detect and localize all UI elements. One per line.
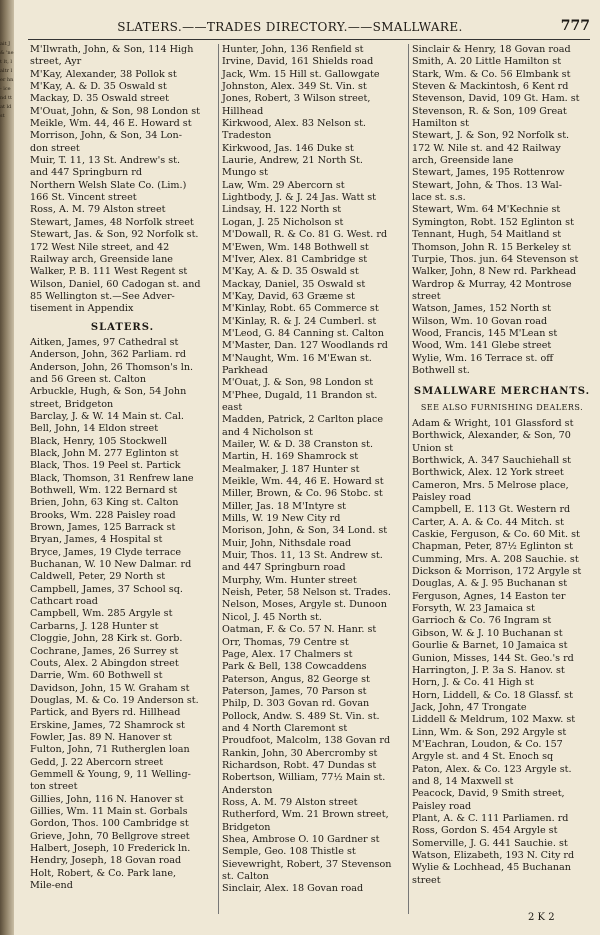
directory-entry: Grieve, John, 70 Bellgrove street [30, 830, 190, 842]
directory-entry: Stewart, Jas. & Son, 92 Norfolk st. [30, 229, 199, 241]
directory-entry: Bridgeton [222, 821, 271, 833]
directory-entry: Murphy, Wm. Hunter street [222, 574, 357, 586]
directory-entry: M'Master, Dan. 127 Woodlands rd [222, 340, 388, 352]
directory-entry: Somerville, J. G. 441 Sauchie. st [412, 837, 568, 849]
column-divider [218, 44, 219, 914]
directory-entry: Philp, D. 303 Govan rd. Govan [222, 698, 370, 710]
directory-entry: Campbell, James, 37 School sq. [30, 583, 183, 595]
directory-entry: Mealmaker, J. 187 Hunter st [222, 463, 360, 475]
directory-entry: Caldwell, Peter, 29 North st [30, 571, 166, 583]
directory-entry: Walker, John, 8 New rd. Parkhead [412, 266, 577, 278]
directory-entry: M'Iver, Alex. 81 Cambridge st [222, 253, 368, 265]
directory-entry: Brooks, Wm. 228 Paisley road [30, 509, 176, 521]
directory-entry: Couts, Alex. 2 Abingdon street [30, 657, 179, 669]
directory-entry: Logan, J. 25 Nicholson st [222, 216, 344, 228]
directory-entry: Cathcart road [30, 596, 98, 608]
directory-entry: east [222, 401, 243, 413]
directory-entry: Rutherford, Wm. 21 Brown street, [222, 809, 389, 821]
section-note: SEE ALSO FURNISHING DEALERS. [420, 402, 584, 412]
directory-entry: Gordon, Thos. 100 Cambridge st [30, 818, 189, 830]
directory-entry: Steven & Mackintosh, 6 Kent rd [412, 81, 569, 93]
directory-entry: Carbarns, J. 128 Hunter st [30, 620, 159, 632]
directory-entry: Walker, P. B. 111 West Regent st [30, 266, 188, 278]
directory-entry: Laurie, Andrew, 21 North St. [222, 155, 363, 167]
directory-entry: Jones, Robert, 3 Wilson street, [222, 93, 371, 105]
column-divider [408, 44, 409, 914]
directory-entry: Liddell & Meldrum, 102 Maxw. st [412, 714, 576, 726]
gutter-text: ait J & 'net lt, laltr ler hn- ice nd tt at ld st [0, 41, 14, 119]
directory-entry: Paterson, James, 70 Parson st [222, 685, 367, 697]
directory-entry: 172 W. Nile st. and 42 Railway [412, 142, 561, 154]
directory-entry: Stewart, John, & Thos. 13 Wal- [412, 179, 562, 191]
directory-entry: Halbert, Joseph, 10 Frederick ln. [30, 843, 191, 854]
directory-entry: 172 West Nile street, and 42 [30, 241, 170, 253]
directory-entry: Brown, James, 125 Barrack st [30, 522, 176, 534]
directory-entry: Hendry, Joseph, 18 Govan road [30, 855, 182, 867]
section-heading-slaters: SLATERS. [90, 321, 155, 333]
directory-entry: Borthwick, A. 347 Sauchiehall st [412, 455, 572, 466]
directory-entry: arch, Greenside lane [412, 155, 514, 167]
directory-entry: Orr, Thomas, 79 Centre st [222, 636, 349, 648]
directory-entry: Muir, Thos. 11, 13 St. Andrew st. [222, 550, 383, 562]
directory-entry: Paisley road [412, 492, 472, 504]
directory-entry: Wilson, Wm. 10 Govan road [412, 315, 548, 327]
directory-entry: Fulton, John, 71 Rutherglen loan [30, 744, 190, 756]
directory-entry: Garrioch & Co. 76 Ingram st [412, 615, 552, 627]
directory-entry: Ross, Gordon S. 454 Argyle st [412, 825, 558, 837]
directory-entry: M'Ouat, J. & Son, 98 London st [222, 377, 374, 389]
directory-entry: M'Leod, G. 84 Canning st. Calton [222, 327, 384, 339]
directory-entry: 85 Wellington st.—See Adver- [30, 290, 175, 302]
directory-entry: Sinclair & Henry, 18 Govan road [412, 44, 571, 55]
directory-entry: street [412, 290, 441, 302]
directory-entry: Richardson, Robt. 47 Dundas st [222, 759, 377, 771]
directory-entry: street [412, 874, 441, 886]
directory-entry: M'Kay, A. & D. 35 Oswald st [222, 266, 359, 278]
header-rule [28, 39, 590, 40]
directory-entry: Plant, A. & C. 111 Parliamen. rd [412, 812, 569, 824]
directory-entry: Smith, A. 20 Little Hamilton st [412, 56, 562, 68]
directory-entry: street, Bridgeton [30, 398, 114, 410]
directory-entry: Symington, Robt. 152 Eglinton st [412, 216, 574, 228]
directory-entry: Kirkwood, Alex. 83 Nelson st. [222, 118, 366, 130]
directory-entry: M'Ouat, John, & Son, 98 London st [30, 105, 200, 117]
column-3-entries [412, 418, 592, 887]
directory-entry: Gibson, W. & J. 10 Buchanan st [412, 627, 563, 639]
directory-entry: Bryce, James, 19 Clyde terrace [30, 546, 181, 558]
directory-entry: Mungo st [222, 167, 268, 179]
directory-entry: Cloggie, John, 28 Kirk st. Gorb. [30, 633, 183, 645]
directory-entry: Horn, J. & Co. 41 High st [412, 677, 534, 689]
directory-entry: and 447 Springburn road [222, 562, 346, 574]
directory-entry: Gourlie & Barnet, 10 Jamaica st [412, 640, 568, 652]
directory-entry: Campbell, Wm. 285 Argyle st [30, 608, 173, 620]
directory-entry: Adam & Wright, 101 Glassford st [412, 417, 574, 429]
directory-entry: Carter, A. A. & Co. 44 Mitch. st [412, 516, 564, 528]
column-2 [222, 44, 407, 896]
directory-entry: Campbell, E. 113 Gt. Western rd [412, 504, 571, 516]
directory-entry: Proudfoot, Malcolm, 138 Govan rd [222, 735, 391, 747]
directory-entry: Kirkwood, Jas. 146 Duke st [222, 142, 354, 154]
directory-entry: Davidson, John, 15 W. Graham st [30, 682, 190, 694]
directory-entry: and 447 Springburn rd [30, 167, 143, 179]
running-title: SLATERS.——TRADES DIRECTORY.——SMALLWARE. [117, 20, 463, 34]
page-number: 777 [560, 18, 590, 34]
directory-entry: Bothwell st. [412, 364, 470, 376]
directory-entry: Wood, Francis, 145 M'Lean st [412, 327, 558, 339]
directory-entry: Mackay, D. 35 Oswald street [30, 93, 169, 105]
directory-entry: Miller, Jas. 18 M'Intyre st [222, 500, 346, 512]
directory-entry: Forsyth, W. 23 Jamaica st [412, 603, 535, 615]
directory-entry: Watson, Elizabeth, 193 N. City rd [412, 850, 575, 861]
directory-entry: Wardrop & Murray, 42 Montrose [412, 278, 572, 290]
column-3 [412, 44, 592, 887]
directory-entry: Chapman, Peter, 87½ Eglinton st [412, 541, 573, 553]
directory-entry: Stevenson, David, 109 Gt. Ham. st [412, 93, 580, 105]
directory-entry: Gillies, John, 116 N. Hanover st [30, 793, 184, 805]
directory-entry: Oatman, F. & Co. 57 N. Hanr. st [222, 624, 377, 636]
directory-entry: Page, Alex. 17 Chalmers st [222, 648, 353, 660]
directory-entry: Partick, and Byers rd. Hillhead [30, 707, 181, 719]
directory-entry: Borthwick, Alexander, & Son, 70 [412, 430, 571, 442]
directory-entry: Watson, James, 152 North st [412, 303, 551, 315]
directory-entry: Erskine, James, 72 Shamrock st [30, 719, 185, 731]
directory-entry: Anderson, John, 26 Thomson's ln. [30, 361, 194, 373]
directory-entry: Nelson, Moses, Argyle st. Dunoon [222, 599, 387, 611]
directory-entry: Jack, John, 47 Trongate [412, 701, 527, 713]
directory-entry: Paterson, Angus, 82 George st [222, 673, 370, 685]
directory-entry: Cochrane, James, 26 Surrey st [30, 645, 179, 657]
directory-entry: M'Kay, David, 63 Græme st [222, 290, 355, 302]
signature-mark: 2 K 2 [528, 912, 555, 923]
directory-entry: Hunter, John, 136 Renfield st [222, 44, 364, 55]
directory-entry: Wilson, Daniel, 60 Cadogan st. and [30, 278, 201, 290]
directory-entry: M'Kay, Alexander, 38 Pollok st [30, 68, 177, 80]
directory-entry: Johnston, Alex. 349 St. Vin. st [222, 81, 367, 93]
directory-entry: M'Eachran, Loudon, & Co. 157 [412, 738, 563, 750]
directory-entry: and 8, 14 Maxwell st [412, 775, 514, 787]
directory-entry: 166 St. Vincent street [30, 192, 137, 204]
directory-entry: Irvine, David, 161 Shields road [222, 56, 374, 68]
directory-entry: Law, Wm. 29 Abercorn st [222, 179, 345, 191]
directory-entry: Miller, Brown, & Co. 96 Stobc. st [222, 488, 383, 500]
directory-entry: Bothwell, Wm. 122 Bernard st [30, 485, 178, 497]
directory-entry: Stark, Wm. & Co. 56 Elmbank st [412, 68, 571, 80]
directory-entry: lace st. s.s. [412, 192, 466, 204]
directory-entry: Stevenson, R. & Son, 109 Great [412, 105, 567, 117]
directory-entry: Douglas, A. & J. 95 Buchanan st [412, 578, 568, 590]
directory-entry: Stewart, James, 48 Norfolk street [30, 216, 194, 228]
directory-entry: Railway arch, Greenside lane [30, 253, 173, 265]
directory-entry: Shea, Ambrose O. 10 Gardner st [222, 834, 380, 845]
directory-entry: Muir, John, Nithsdale road [222, 537, 352, 549]
directory-entry: M'Kay, A. & D. 35 Oswald st [30, 81, 167, 93]
directory-entry: and 4 Nicholson st [222, 426, 313, 438]
directory-entry: Robertson, William, 77½ Main st. [222, 772, 386, 784]
column-2-entries [222, 44, 407, 896]
directory-entry: Stewart, Wm. 64 M'Kechnie st [412, 204, 561, 216]
directory-entry: M'Kinlay, R. & J. 24 Cumberl. st [222, 315, 377, 327]
directory-entry: Morrison, John, & Son, 34 Lon- [30, 130, 182, 142]
directory-entry: Gemmell & Young, 9, 11 Welling- [30, 768, 191, 780]
directory-entry: Bell, John, 14 Eldon street [30, 423, 159, 435]
directory-entry: Jack, Wm. 15 Hill st. Gallowgate [222, 68, 380, 80]
directory-entry: Pollock, Andw. S. 489 St. Vin. st. [222, 710, 380, 722]
directory-entry: Dickson & Morrison, 172 Argyle st [412, 566, 582, 578]
directory-entry: Paisley road [412, 800, 472, 812]
directory-entry: Bryan, James, 4 Hospital st [30, 534, 163, 546]
directory-entry: Lightbody, J. & J. 24 Jas. Watt st [222, 192, 377, 204]
directory-entry: ton street [30, 781, 78, 793]
directory-entry: Union st [412, 442, 454, 454]
directory-entry: Anderson, John, 362 Parliam. rd [30, 349, 187, 361]
directory-entry: M'Ilwrath, John, & Son, 114 High [30, 44, 194, 55]
directory-entry: Anderston [222, 784, 273, 796]
directory-entry: Rankin, John, 30 Abercromby st [222, 747, 378, 759]
directory-entry: Turpie, Thos. jun. 64 Stevenson st [412, 253, 579, 265]
directory-entry: Neish, Peter, 58 Nelson st. Trades. [222, 587, 391, 599]
directory-entry: Ross, A. M. 79 Alston street [222, 796, 358, 808]
directory-entry: M'Dowall, R. & Co. 81 G. West. rd [222, 229, 388, 241]
directory-entry: Sievewright, Robert, 37 Stevenson [222, 858, 392, 870]
directory-entry: don street [30, 142, 80, 154]
directory-entry: Harrington, J. P. 3a S. Hanov. st [412, 664, 565, 676]
directory-entry: Borthwick, Alex. 12 York street [412, 467, 564, 479]
directory-entry: and 4 North Claremont st [222, 722, 348, 734]
directory-entry: Muir, T. 11, 13 St. Andrew's st. [30, 155, 181, 167]
section-heading-smallware: SMALLWARE MERCHANTS. [413, 386, 591, 398]
directory-entry: Black, John M. 277 Eglinton st [30, 448, 179, 459]
directory-entry: Lindsay, H. 122 North st [222, 204, 342, 216]
directory-entry: M'Kinlay, Robt. 65 Commerce st [222, 303, 379, 315]
directory-entry: Hillhead [222, 105, 264, 117]
directory-entry: Hamilton st [412, 118, 469, 130]
directory-entry: Mile-end [30, 880, 73, 892]
directory-entry: Thomson, John R. 15 Berkeley st [412, 241, 571, 253]
directory-entry: Cumming, Mrs. A. 208 Sauchie. st [412, 553, 579, 565]
directory-entry: Sinclair, Alex. 18 Govan road [222, 883, 364, 895]
directory-entry: Stewart, J. & Son, 92 Norfolk st. [412, 130, 570, 142]
directory-entry: Brien, John, 63 King st. Calton [30, 497, 179, 509]
directory-entry: Tradeston [222, 130, 272, 142]
directory-entry: Darrie, Wm. 60 Bothwell st [30, 670, 163, 682]
directory-entry: tisement in Appendix [30, 303, 134, 315]
directory-entry: Black, Thos. 19 Peel st. Partick [30, 460, 181, 472]
directory-entry: Holt, Robert, & Co. Park lane, [30, 867, 177, 879]
directory-entry: Arbuckle, Hugh, & Son, 54 John [30, 386, 187, 398]
directory-entry: st. Calton [222, 871, 269, 883]
directory-entry: M'Naught, Wm. 16 M'Ewan st. [222, 352, 372, 364]
directory-entry: Gillies, Wm. 11 Main st. Gorbals [30, 805, 188, 817]
directory-entry: Argyle st. and 4 St. Enoch sq [412, 751, 554, 763]
column-1-top-entries [30, 44, 215, 316]
directory-entry: Stewart, James, 195 Rottenrow [412, 167, 565, 179]
directory-entry: Mills, W. 19 New City rd [222, 513, 341, 525]
directory-entry: Barclay, J. & W. 14 Main st. Cal. [30, 410, 184, 422]
directory-entry: Mailer, W. & D. 38 Cranston st. [222, 439, 374, 450]
directory-entry: Linn, Wm. & Son, 292 Argyle st [412, 726, 567, 738]
directory-entry: Peacock, David, 9 Smith street, [412, 788, 565, 800]
binding-gutter [0, 0, 14, 935]
directory-entry: Paton, Alex. & Co. 123 Argyle st. [412, 763, 572, 775]
directory-entry: Caskie, Ferguson, & Co. 60 Mit. st [412, 529, 580, 541]
directory-entry: street, Ayr [30, 56, 82, 68]
directory-entry: Park & Bell, 138 Cowcaddens [222, 661, 367, 673]
directory-entry: M'Ewen, Wm. 148 Bothwell st [222, 241, 369, 253]
directory-entry: Black, Henry, 105 Stockwell [30, 435, 167, 447]
directory-entry: Cameron, Mrs. 5 Melrose place, [412, 479, 569, 491]
directory-entry: Wylie, Wm. 16 Terrace st. off [412, 352, 554, 364]
directory-entry: Buchanan, W. 10 New Dalmar. rd [30, 559, 192, 571]
directory-entry: Madden, Patrick, 2 Carlton place [222, 414, 384, 426]
directory-entry: Wylie & Lochhead, 45 Buchanan [412, 862, 571, 874]
directory-entry: Semple, Geo. 108 Thistle st [222, 846, 356, 858]
directory-entry: Ross, A. M. 79 Alston street [30, 204, 166, 216]
directory-entry: Meikle, Wm. 44, 46 E. Howard st [30, 118, 192, 130]
directory-entry: Gedd, J. 22 Abercorn street [30, 756, 164, 768]
directory-entry: Aitken, James, 97 Cathedral st [30, 336, 179, 348]
directory-entry: Ferguson, Agnes, 14 Easton ter [412, 590, 566, 602]
directory-entry: Meikle, Wm. 44, 46 E. Howard st [222, 476, 384, 488]
directory-entry: and 56 Green st. Calton [30, 373, 146, 385]
directory-entry: Martin, H. 169 Shamrock st [222, 451, 359, 463]
column-3-top-entries [412, 44, 592, 377]
directory-entry: Gunion, Misses, 144 St. Geo.'s rd [412, 652, 574, 664]
directory-entry: M'Phee, Dugald, 11 Brandon st. [222, 389, 378, 401]
directory-entry: Horn, Liddell, & Co. 18 Glassf. st [412, 689, 573, 701]
directory-entry: Nicol, J. 45 North st. [222, 611, 322, 623]
directory-entry: Tennant, Hugh, 54 Maitland st [412, 229, 562, 241]
directory-entry: Douglas, M. & Co. 19 Anderson st. [30, 694, 199, 706]
directory-entry: Wood, Wm. 141 Glebe street [412, 340, 552, 352]
directory-entry: Morison, John, & Son, 34 Lond. st [222, 525, 388, 537]
directory-entry: Northern Welsh Slate Co. (Lim.) [30, 179, 187, 191]
directory-entry: Mackay, Daniel, 35 Oswald st [222, 278, 366, 290]
directory-entry: Parkhead [222, 364, 268, 376]
page-header [30, 20, 590, 38]
column-1-entries [30, 337, 215, 892]
directory-entry: Black, Thomson, 31 Renfrew lane [30, 472, 194, 484]
directory-entry: Fowler, Jas. 89 N. Hanover st [30, 731, 172, 743]
column-1 [30, 44, 215, 892]
